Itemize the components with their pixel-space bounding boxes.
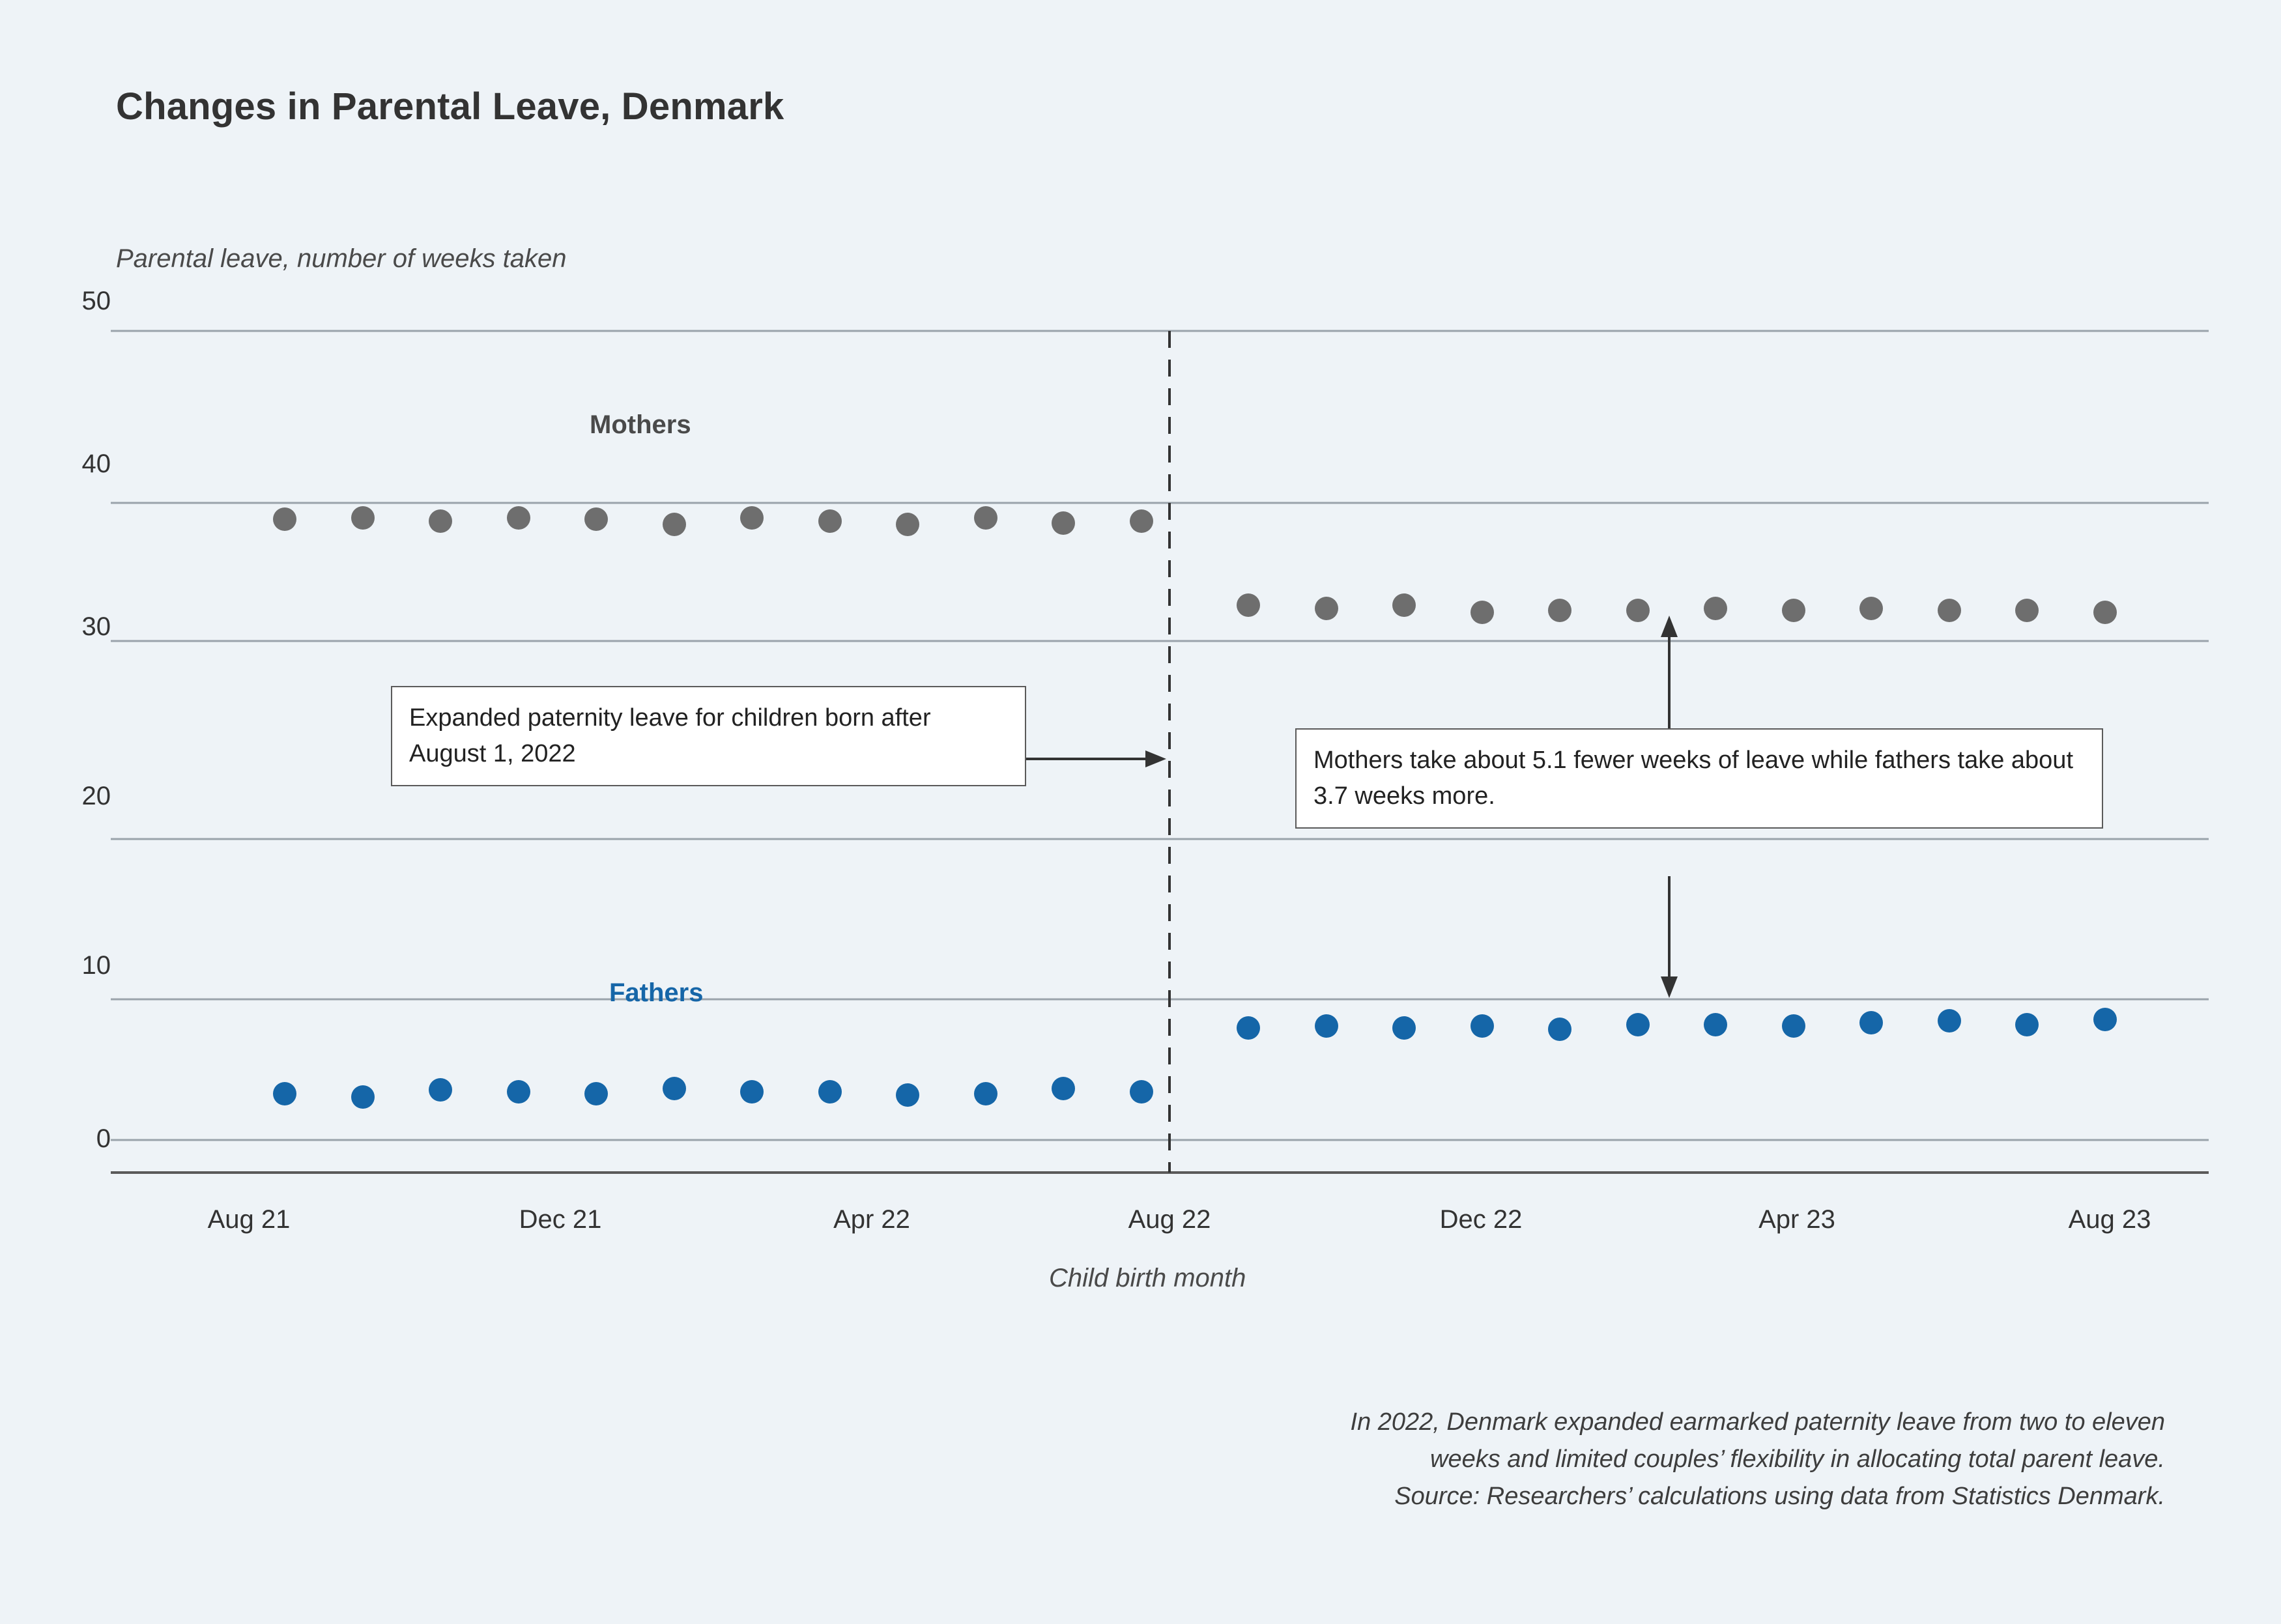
data-point-fathers-jun-22 <box>1052 1077 1075 1100</box>
data-point-fathers-jan-22 <box>663 1077 686 1100</box>
data-point-fathers-jul-22 <box>1130 1080 1153 1104</box>
data-point-fathers-nov-22 <box>1470 1014 1494 1038</box>
x-tick-apr23: Apr 23 <box>1758 1205 1835 1234</box>
data-point-mothers-dec-21 <box>584 507 608 531</box>
data-point-fathers-apr-22 <box>896 1083 919 1107</box>
data-point-mothers-oct-22 <box>1392 593 1416 617</box>
data-point-mothers-apr-23 <box>1859 597 1883 620</box>
data-point-fathers-dec-22 <box>1548 1018 1571 1041</box>
y-tick-10: 10 <box>81 951 111 980</box>
data-point-fathers-sep-22 <box>1315 1014 1338 1038</box>
x-tick-aug21: Aug 21 <box>207 1205 291 1234</box>
x-tick-aug22: Aug 22 <box>1128 1205 1211 1234</box>
data-point-mothers-mar-22 <box>818 509 842 533</box>
data-point-mothers-may-22 <box>974 506 997 530</box>
data-point-fathers-feb-22 <box>740 1080 764 1104</box>
x-tick-dec22: Dec 22 <box>1439 1205 1523 1234</box>
data-point-mothers-dec-22 <box>1548 599 1571 622</box>
y-tick-50: 50 <box>81 287 111 315</box>
x-tick-dec21: Dec 21 <box>519 1205 602 1234</box>
data-point-mothers-apr-22 <box>896 513 919 536</box>
series-label-fathers: Fathers <box>609 978 704 1007</box>
data-point-mothers-jan-23 <box>1626 599 1650 622</box>
x-axis-label: Child birth month <box>1049 1264 1246 1292</box>
data-point-fathers-mar-23 <box>1782 1014 1805 1038</box>
y-axis-label: Parental leave, number of weeks taken <box>116 244 567 273</box>
data-point-fathers-dec-21 <box>584 1082 608 1105</box>
data-point-mothers-jul-23 <box>2093 601 2117 624</box>
x-tick-apr22: Apr 22 <box>833 1205 910 1234</box>
data-point-fathers-feb-23 <box>1704 1013 1727 1036</box>
data-point-mothers-jan-22 <box>663 513 686 536</box>
data-point-fathers-jul-23 <box>2093 1008 2117 1031</box>
data-point-mothers-sep-22 <box>1315 597 1338 620</box>
footnote-line-3: Source: Researchers’ calculations using data from Statistics Denmark. <box>1394 1483 2165 1510</box>
data-point-mothers-oct-21 <box>429 509 452 533</box>
footnote-line-2: weeks and limited couples’ flexibility in allocating total parent leave. <box>1430 1446 2165 1473</box>
data-point-mothers-nov-21 <box>507 506 530 530</box>
page-title: Changes in Parental Leave, Denmark <box>116 85 784 128</box>
data-point-fathers-oct-21 <box>429 1078 452 1102</box>
data-point-fathers-jan-23 <box>1626 1013 1650 1036</box>
data-point-fathers-mar-22 <box>818 1080 842 1104</box>
data-point-mothers-sep-21 <box>351 506 375 530</box>
y-tick-40: 40 <box>81 449 111 478</box>
footnote-line-1: In 2022, Denmark expanded earmarked paternity leave from two to eleven <box>1350 1408 2165 1436</box>
x-tick-aug23: Aug 23 <box>2068 1205 2151 1234</box>
annotation-policy: Expanded paternity leave for children born after August 1, 2022 <box>391 686 1026 786</box>
data-point-fathers-may-23 <box>1938 1009 1961 1033</box>
data-point-mothers-feb-23 <box>1704 597 1727 620</box>
data-point-fathers-sep-21 <box>351 1085 375 1109</box>
annotation-effect: Mothers take about 5.1 fewer weeks of leave while fathers take about 3.7 weeks more. <box>1295 728 2103 829</box>
data-point-mothers-aug-21 <box>273 507 296 531</box>
data-point-mothers-jun-22 <box>1052 511 1075 535</box>
data-point-fathers-oct-22 <box>1392 1016 1416 1040</box>
data-point-mothers-nov-22 <box>1470 601 1494 624</box>
data-point-fathers-apr-23 <box>1859 1011 1883 1034</box>
data-point-fathers-nov-21 <box>507 1080 530 1104</box>
data-point-mothers-may-23 <box>1938 599 1961 622</box>
data-point-fathers-jun-23 <box>2015 1013 2039 1036</box>
data-point-mothers-feb-22 <box>740 506 764 530</box>
data-point-fathers-may-22 <box>974 1082 997 1105</box>
data-point-mothers-aug-22 <box>1237 593 1260 617</box>
data-point-mothers-jul-22 <box>1130 509 1153 533</box>
y-tick-30: 30 <box>81 612 111 641</box>
y-tick-0: 0 <box>96 1124 111 1153</box>
data-point-mothers-mar-23 <box>1782 599 1805 622</box>
data-point-mothers-jun-23 <box>2015 599 2039 622</box>
series-label-mothers: Mothers <box>590 410 691 439</box>
data-point-fathers-aug-21 <box>273 1082 296 1105</box>
data-point-fathers-aug-22 <box>1237 1016 1260 1040</box>
footnote <box>908 1404 2165 1515</box>
y-tick-20: 20 <box>81 782 111 810</box>
